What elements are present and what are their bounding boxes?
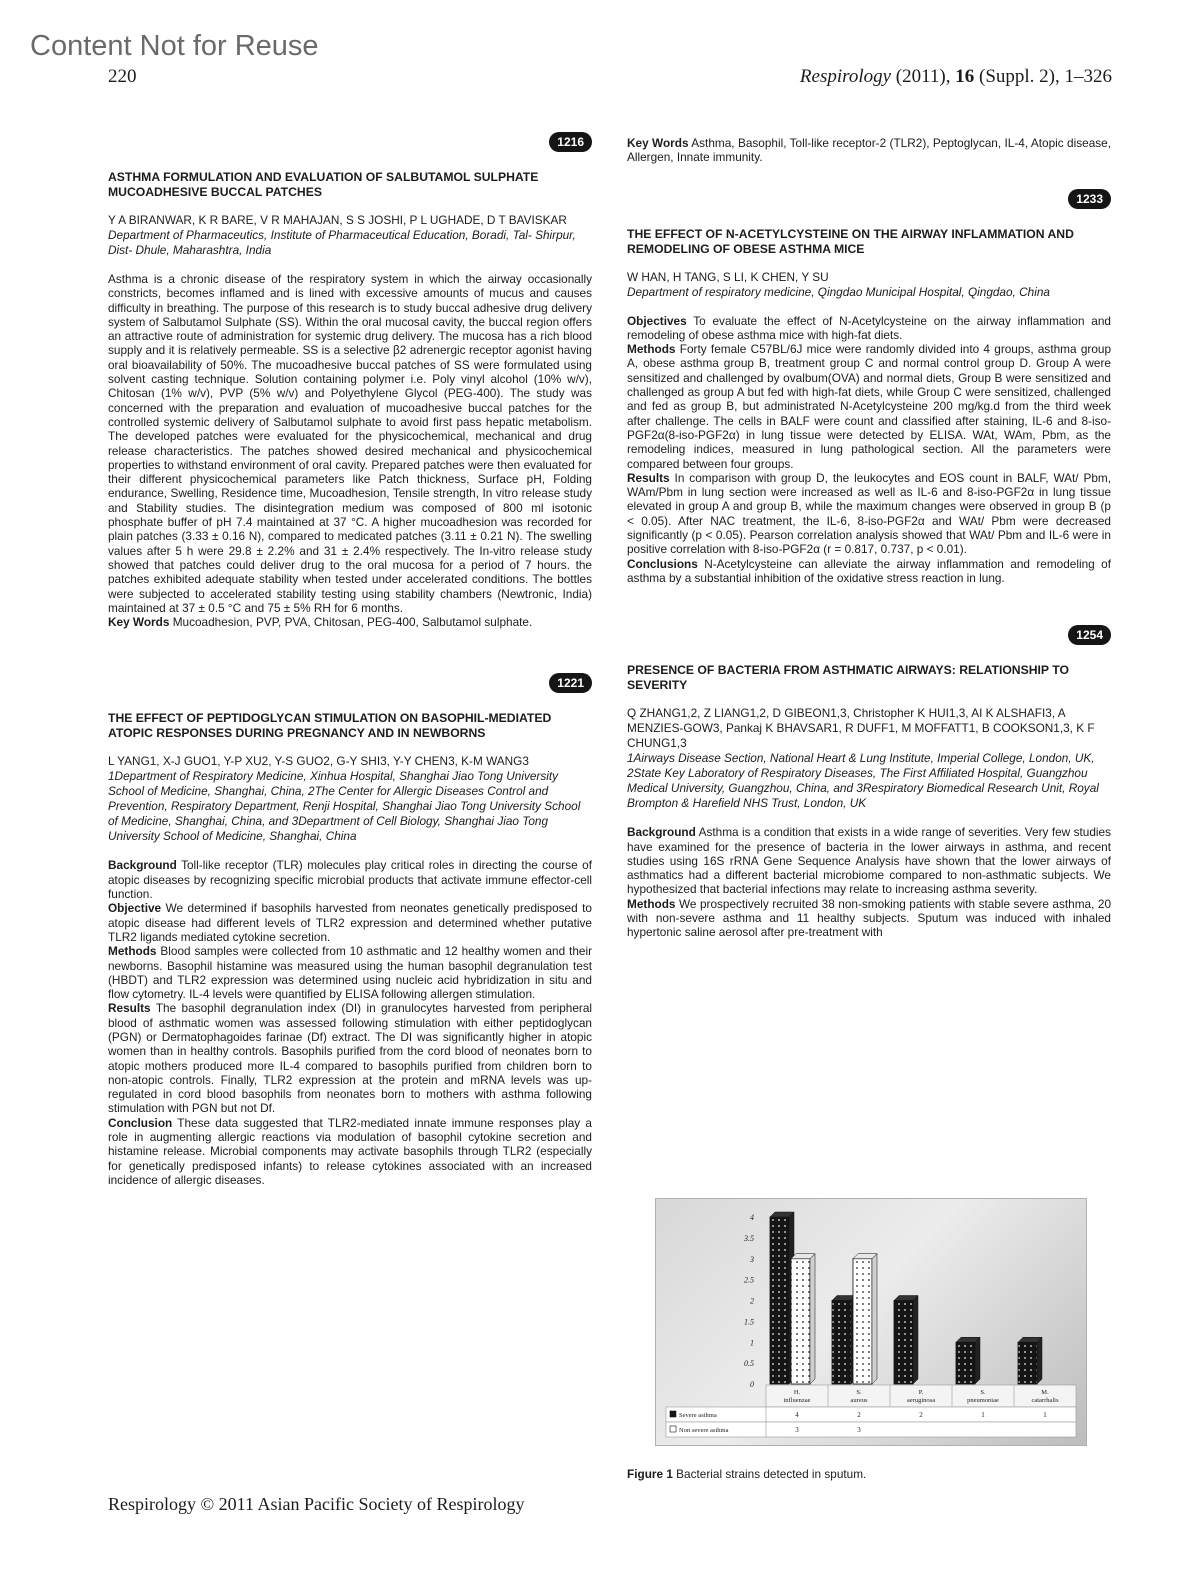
abstract-authors: W HAN, H TANG, S LI, K CHEN, Y SU xyxy=(627,269,829,284)
abstract-keywords xyxy=(108,615,592,629)
abstract-affiliation: Department of Pharmaceutics, Institute of Pharmaceutical Education, Boradi, Tal- Shirpur, Dist- Dhule, Maharashtra, India xyxy=(108,228,576,257)
bar-side-face xyxy=(913,1296,918,1385)
section-label: Conclusion xyxy=(108,1115,173,1130)
section-label: Conclusions xyxy=(627,556,698,571)
section-text: Asthma is a condition that exists in a wide range of severities. Very few studies have examined for the presence of bacteria in the lower airways in asthma, and recent studies using 16S rRNA Gene Sequence Analysis have shown that the lower airways of asthmatics had a different bacterial microbiome compared to non-asthmatic subjects. We hypothesized that bacterial infections may relate to increasing asthma severity. xyxy=(627,825,1111,897)
table-cell: 4 xyxy=(795,1411,799,1419)
section-text: Blood samples were collected from 10 asthmatic and 12 healthy women and their newborns. Basophil histamine was measured using the human basophil degranulation test (HBDT) and TLR2 expression was determined using nucleic acid hybridization in situ and flow cytometry. IL-4 levels were quantified by ELISA following allergen stimulation. xyxy=(108,944,592,1002)
journal-header xyxy=(800,66,1112,88)
section-text: We determined if basophils harvested from neonates genetically predisposed to atopic disease had different levels of TLR2 expression and determined whether putative TLR2 ligands mediated cytokine secretion. xyxy=(108,901,592,944)
category-label: M. xyxy=(1041,1389,1049,1396)
section-label: Background xyxy=(627,825,696,840)
keywords-text: Asthma, Basophil, Toll-like receptor-2 (TLR2), Peptoglycan, IL-4, Atopic disease, Allergen, Innate immunity. xyxy=(627,136,1111,165)
category-label: S. xyxy=(980,1389,986,1396)
section-text: In comparison with group D, the leukocytes and EOS count in BALF, WAt/ Pbm, WAm/Pbm in lung section were increased as well as IL-6 and 8-iso-PGF2α in lung tissue elevated in group A and group B, while the maximum changes were observed in group B (p < 0.05). After NAC treatment, the IL-6, 8-iso-PGF2α and WAt/ Pbm were decreased significantly (p < 0.05). Pearson correlation analysis showed that WAt/ Pbm and IL-6 were in positive correlation with 8-iso-PGF2α (r = 0.817, 0.737, p < 0.01). xyxy=(627,470,1111,557)
bar-chart xyxy=(656,1199,1086,1445)
abstract-conclusion xyxy=(108,1116,592,1187)
figure-1 xyxy=(655,1198,1087,1446)
y-tick-label: 3 xyxy=(750,1254,754,1264)
abstract-background xyxy=(627,825,1111,896)
category-label: aureus xyxy=(850,1397,868,1404)
section-label: Background xyxy=(108,858,177,873)
y-tick-label: 0.5 xyxy=(744,1359,754,1369)
legend-swatch xyxy=(670,1411,676,1417)
page-footer: Respirology © 2011 Asian Pacific Society of Respirology xyxy=(108,1494,525,1514)
y-tick-label: 2.5 xyxy=(744,1275,754,1285)
abstract-objectives xyxy=(627,314,1111,343)
abstract-authors: Q ZHANG1,2, Z LIANG1,2, D GIBEON1,3, Christopher K HUI1,3, AI K ALSHAFI3, A MENZIES-GOW3, Pankaj K BHAVSAR1, R DUFF1, M MOFFATT1, B COOKSON1,3, K F CHUNG1,3 xyxy=(627,706,1095,751)
section-text: Forty female C57BL/6J mice were randomly divided into 4 groups, asthma group A, obese asthma group B, treatment group C and normal control group D. Group A were sensitized and challenged by ovalbum(OVA) and normal diets, Group B were sensitized and challenged as group A but fed with high-fat diets, while Group C were sensitized, challenged and fed as group B, but administrated N-Acetylcysteine 200 mg/kg.d from the third week after challenge. The cells in BALF were count and classified after staining, IL-6 and 8-iso-PGF2α(8-iso-PGF2α) in lung tissue were detected by ELISA. WAt, WAm, Pbm, as the remodeling indices, measured in lung pathological section. All the parameters were compared between four groups. xyxy=(627,342,1111,471)
keywords-text: Mucoadhesion, PVP, PVA, Chitosan, PEG-400, Salbutamol sulphate. xyxy=(172,615,533,630)
abstract-authors: Y A BIRANWAR, K R BARE, V R MAHAJAN, S S JOSHI, P L UGHADE, D T BAVISKAR xyxy=(108,213,567,227)
section-label: Methods xyxy=(627,342,676,357)
abstract-number-badge: 1216 xyxy=(549,132,592,152)
section-label: Results xyxy=(108,1001,151,1016)
bar-severe xyxy=(770,1217,789,1384)
table-cell: 3 xyxy=(857,1426,861,1434)
abstract-results xyxy=(627,471,1111,557)
abstract-title: PRESENCE OF BACTERIA FROM ASTHMATIC AIRWAYS: RELATIONSHIP TO SEVERITY xyxy=(627,663,1069,693)
y-tick-label: 3.5 xyxy=(744,1233,754,1243)
abstract-affiliation: 1Airways Disease Section, National Heart & Lung Institute, Imperial College, London, UK, 2State Key Laboratory of Respiratory Diseases, The First Affiliated Hospital, Guangzhou Medical University, Guangzhou, China, and 3Respiratory Biomedical Research Unit, Royal Brompton & Harefield NHS Trust, London, UK xyxy=(627,751,1099,811)
y-tick-label: 1.5 xyxy=(744,1317,754,1327)
abstract-results xyxy=(108,1001,592,1115)
legend-swatch xyxy=(670,1426,676,1432)
table-cell: 1 xyxy=(1043,1411,1047,1419)
bar-non-severe xyxy=(791,1259,810,1384)
abstract-number-badge: 1221 xyxy=(549,673,592,693)
section-text: These data suggested that TLR2-mediated innate immune responses play a role in augmenting allergic reactions via modulation of basophil cytokine secretion and histamine release. Microbial components may activate basophils through TLR2 (especially for genetically predisposed infants) to release cytokines associated with an increased incidence of allergic diseases. xyxy=(108,1115,592,1187)
right-column xyxy=(627,132,1111,940)
watermark: Content Not for Reuse xyxy=(30,30,319,62)
journal-year: (2011), xyxy=(895,66,951,87)
abstract-number-badge: 1254 xyxy=(1068,625,1111,645)
category-label: S. xyxy=(856,1389,862,1396)
section-text: We prospectively recruited 38 non-smoking patients with stable severe asthma, 20 with non-severe asthma and 11 healthy subjects. Sputum was induced with inhaled hypertonic saline aerosol after pre-treatment with xyxy=(627,896,1112,940)
y-tick-label: 0 xyxy=(750,1380,754,1389)
journal-name: Respirology xyxy=(799,66,892,87)
journal-issue: (Suppl. 2), 1–326 xyxy=(979,66,1112,87)
table-cell: 3 xyxy=(795,1426,799,1434)
figure-caption xyxy=(627,1467,866,1481)
abstract-objective xyxy=(108,901,592,944)
section-label: Methods xyxy=(627,896,676,911)
category-label: influenzae xyxy=(783,1397,811,1404)
journal-volume: 16 xyxy=(955,66,975,87)
legend-label: Non severe asthma xyxy=(679,1427,729,1434)
category-label: pneumoniae xyxy=(967,1397,999,1404)
abstract-methods xyxy=(627,897,1111,940)
abstract-1221 xyxy=(108,673,592,1187)
abstract-title: THE EFFECT OF N-ACETYLCYSTEINE ON THE AIRWAY INFLAMMATION AND REMODELING OF OBESE ASTHMA MICE xyxy=(627,226,1074,256)
bar-severe xyxy=(1018,1342,1037,1384)
category-label: H. xyxy=(793,1389,801,1396)
figure-label: Figure 1 xyxy=(627,1467,673,1481)
abstract-1233 xyxy=(627,189,1111,586)
abstract-authors: L YANG1, X-J GUO1, Y-P XU2, Y-S GUO2, G-Y SHI3, Y-Y CHEN3, K-M WANG3 xyxy=(108,754,529,769)
section-label: Methods xyxy=(108,944,157,959)
abstract-methods xyxy=(627,342,1111,471)
abstract-title: ASTHMA FORMULATION AND EVALUATION OF SALBUTAMOL SULPHATE MUCOADHESIVE BUCCAL PATCHES xyxy=(108,170,539,199)
abstract-number-badge: 1233 xyxy=(1068,189,1111,209)
table-cell: 2 xyxy=(919,1411,923,1419)
section-text: Toll-like receptor (TLR) molecules play critical roles in directing the course of atopic diseases by recognizing specific microbial products that activate immune effector-cell function. xyxy=(108,858,592,902)
section-text: To evaluate the effect of N-Acetylcysteine on the airway inflammation and remodeling of obese asthma mice with high-fat diets. xyxy=(627,313,1111,342)
abstract-body: Asthma is a chronic disease of the respiratory system in which the airway occasionally constricts, becomes inflamed and is lined with excessive amounts of mucus and causes difficulty in breathing. The purpose of this research is to study buccal adhesive drug delivery system of Salbutamol Sulphate (SS). Within the oral mucosal cavity, the buccal region offers an attractive route of administration for systemic drug delivery. The mucosa has a rich blood supply and it is relatively permeable. SS is a selective β2 adrenergic receptor agonist having oral bioavailability of 50%. The mucoadhesive buccal patches of SS were formulated using solvent casting technique. Solution containing polymer i.e. Poly vinyl alcohol (10% w/v), Chitosan (1% w/v), PVP (5% w/v) and Polyethylene Glycol (PEG-400). The study was concerned with the preparation and evaluation of mucoadhesive buccal patches for the controlled systemic delivery of Salbutamol sulphate to avoid first pass hepatic metabolism. The developed patches were evaluated for the physicochemical, mechanical and drug release characteristics. The patches showed desired mechanical and physicochemical properties to withstand environment of oral cavity. Prepared patches were then evaluated for their different physicochemical parameters like Patch thickness, Surface pH, Folding endurance, Swelling, Residence time, Mucoadhesion, Tensile strength, In vitro release study and Stability studies. The disintegration medium was composed of 800 ml isotonic phosphate buffer of pH 7.4 maintained at 37 °C. A higher mucoadhesion was recorded for plain patches (3.33 ± 0.16 N), compared to medicated patches (3.11 ± 0.21 N). The swelling values after 5 h were 29.8 ± 2.2% and 31 ± 2.4% respectively. The In-vitro release study showed that patches could deliver drug to the oral mucosa for a period of 7 hours. the patches exhibited adequate stability when tested under accelerated conditions. The bottles were subjected to accelerated stability testing using stability chambers (Newtronic, India) maintained at 37 ± 0.5 °C and 75 ± 5% RH for 6 months. xyxy=(108,272,592,615)
abstract-affiliation: 1Department of Respiratory Medicine, Xinhua Hospital, Shanghai Jiao Tong University School of Medicine, Shanghai, China, 2The Center for Allergic Diseases Control and Prevention, Respiratory Department, Renji Hospital, Shanghai Jiao Tong University School of Medicine, Shanghai, China, and 3Department of Cell Biology, Shanghai Jiao Tong University School of Medicine, Shanghai, China xyxy=(108,769,581,844)
bar-severe xyxy=(832,1301,851,1385)
abstract-affiliation: Department of respiratory medicine, Qingdao Municipal Hospital, Qingdao, China xyxy=(627,284,1050,299)
bar-side-face xyxy=(1037,1337,1042,1384)
figure-caption-text: Bacterial strains detected in sputum. xyxy=(676,1467,867,1481)
section-text: N-Acetylcysteine can alleviate the airway inflammation and remodeling of asthma by a substantial inhibition of the oxidative stress reaction in lung. xyxy=(627,556,1111,585)
abstract-title: THE EFFECT OF PEPTIDOGLYCAN STIMULATION ON BASOPHIL-MEDIATED ATOPIC RESPONSES DURING PREGNANCY AND IN NEWBORNS xyxy=(108,711,552,741)
page-number: 220 xyxy=(108,66,137,87)
abstract-1221-keywords xyxy=(627,136,1111,165)
section-label: Objective xyxy=(108,901,162,916)
bar-non-severe xyxy=(853,1259,872,1384)
bar-severe xyxy=(956,1342,975,1384)
abstract-background xyxy=(108,858,592,901)
abstract-1216 xyxy=(108,132,592,629)
y-tick-label: 2 xyxy=(750,1296,754,1306)
legend-label: Severe asthma xyxy=(679,1412,717,1419)
category-label: catarrhalis xyxy=(1031,1397,1059,1404)
table-cell: 1 xyxy=(981,1411,985,1419)
category-label: P. xyxy=(918,1389,924,1396)
bar-side-face xyxy=(975,1337,980,1384)
table-cell: 2 xyxy=(857,1411,861,1419)
table-row xyxy=(666,1407,1076,1422)
keywords-label: Key Words xyxy=(108,615,170,630)
category-label: aeruginosa xyxy=(906,1397,936,1404)
bar-severe xyxy=(894,1301,913,1385)
abstract-1254 xyxy=(627,625,1111,939)
y-tick-label: 4 xyxy=(750,1213,754,1222)
section-label: Objectives xyxy=(627,313,687,328)
section-text: The basophil degranulation index (DI) in granulocytes harvested from peripheral blood of asthmatic women was assessed following stimulation with either peptidoglycan (PGN) or Dermatophagoides farinae (Df) extract. The DI was significantly higher in atopic women than in healthy controls. Basophils purified from the cord blood of neonates born to atopic mothers produced more IL-4 compared to basophils purified from children born to non-atopic controls. Finally, TLR2 expression at the protein and mRNA levels was up-regulated in cord blood basophils from neonates born to mothers with asthma following stimulation with PGN but not Df. xyxy=(108,1001,592,1116)
left-column xyxy=(108,132,592,1187)
abstract-methods xyxy=(108,944,592,1001)
bar-side-face xyxy=(872,1254,877,1384)
bar-side-face xyxy=(810,1254,815,1384)
abstract-conclusions xyxy=(627,557,1111,586)
y-tick-label: 1 xyxy=(750,1338,754,1348)
section-label: Results xyxy=(627,470,670,485)
keywords-label: Key Words xyxy=(627,136,689,150)
